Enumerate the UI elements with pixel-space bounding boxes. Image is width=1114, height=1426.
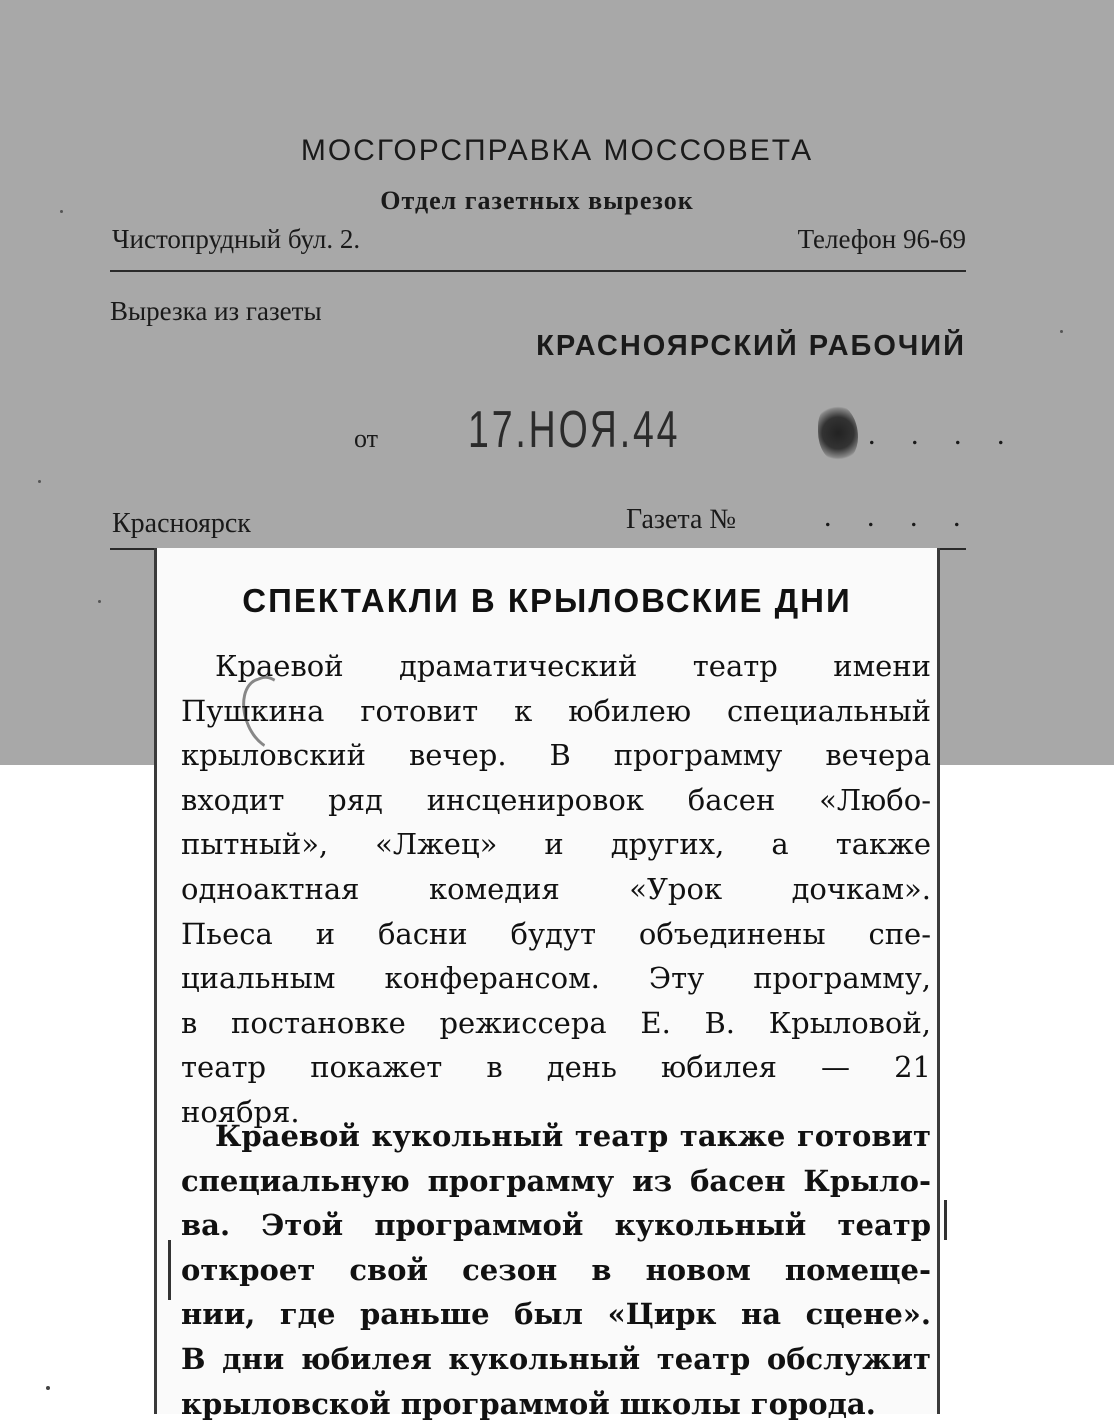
agency-phone: Телефон 96-69 <box>797 224 966 254</box>
gazeta-number-label: Газета № <box>626 504 737 535</box>
department-name: Отдел газетных вырезок <box>380 186 694 215</box>
date-stamp: 17.НОЯ.44 <box>468 401 681 459</box>
article-line: Краевой кукольный театр также готовит <box>215 1119 931 1153</box>
article-headline: СПЕКТАКЛИ В КРЫЛОВСКИЕ ДНИ <box>242 582 852 619</box>
date-from-label: от <box>354 424 379 453</box>
paper-speck <box>38 480 41 483</box>
article-line: крыловской программой школы города. <box>181 1386 876 1421</box>
newspaper-name: КРАСНОЯРСКИЙ РАБОЧИЙ <box>536 330 966 362</box>
article-line: входит ряд инсценировок басен «Любо- <box>181 782 931 817</box>
article-line: театр покажет в день юбилея — 21 <box>181 1050 931 1085</box>
article-line: циальным конферансом. Эту программу, <box>181 961 931 996</box>
gazeta-number-dots: . . . . <box>824 500 975 533</box>
margin-mark <box>168 1240 171 1300</box>
article-line: в постановке режиссера Е. В. Крыловой, <box>181 1005 931 1040</box>
article-line: ва. Этой программой кукольный театр <box>181 1208 931 1243</box>
margin-mark <box>944 1200 947 1240</box>
article-line: крыловский вечер. В программу вечера <box>181 738 931 773</box>
article-line: Пьеса и басни будут объединены спе- <box>181 916 931 951</box>
paper-speck <box>46 1386 50 1390</box>
agency-address: Чистопрудный бул. 2. <box>112 224 361 254</box>
city-label: Красноярск <box>112 508 251 539</box>
header-divider <box>110 270 966 272</box>
article-line: пытный», «Лжец» и других, а также <box>181 827 931 862</box>
article-line: Пушкина готовит к юбилею специальный <box>181 693 931 728</box>
clip-from-label: Вырезка из газеты <box>110 296 322 326</box>
agency-title: МОСГОРСПРАВКА МОССОВЕТА <box>300 134 814 167</box>
paper-speck <box>98 600 101 603</box>
article-line: откроет свой сезон в новом помеще- <box>181 1252 931 1287</box>
article-line: специальную программу из басен Крыло- <box>181 1163 931 1198</box>
date-dots: . . . . <box>868 418 1019 451</box>
article-paragraph-2 <box>181 1114 931 1426</box>
article-line: Краевой драматический театр имени <box>215 649 931 683</box>
article-line: нии, где раньше был «Цирк на сцене». <box>181 1297 931 1332</box>
article-line: одноактная комедия «Урок дочкам». <box>181 871 931 906</box>
article-line: В дни юбилея кукольный театр обслужит <box>181 1341 931 1376</box>
paper-speck <box>1060 330 1063 333</box>
article-line: ноября. <box>181 1094 300 1129</box>
